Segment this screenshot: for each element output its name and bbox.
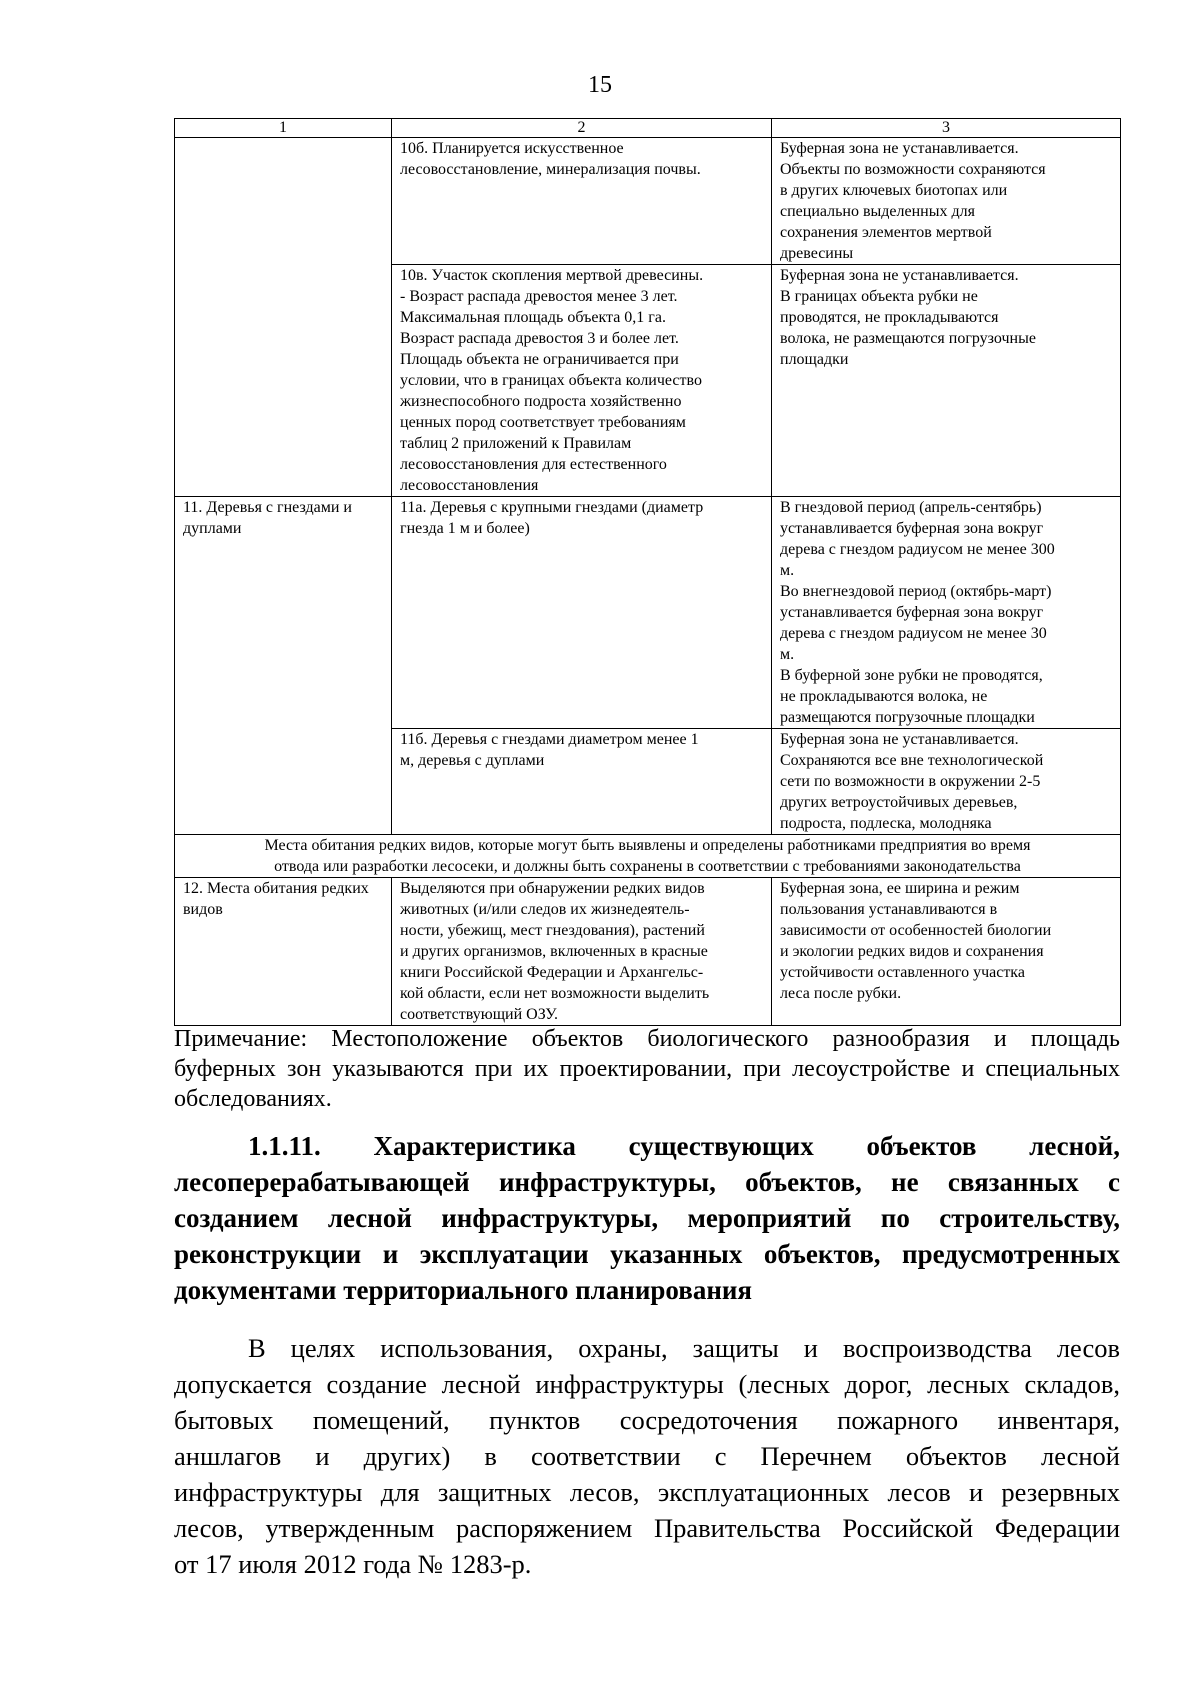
text-line: бытовых помещений, пунктов сосредоточения пожарного инвентаря, — [174, 1405, 1120, 1435]
table-row — [175, 497, 1121, 729]
text-line: устойчивости оставленного участка — [780, 964, 1025, 981]
text-line: устанавливается буферная зона вокруг — [780, 520, 1044, 537]
text-line: В гнездовой период (апрель-сентябрь) — [780, 499, 1042, 516]
text-line: реконструкции и эксплуатации указанных объектов, предусмотренных — [174, 1239, 1120, 1269]
text-line: Примечание: Местоположение объектов биологического разнообразия и площадь — [174, 1026, 1120, 1052]
text-line: В буферной зоне рубки не проводятся, — [780, 667, 1043, 684]
text-line: Буферная зона не устанавливается. — [780, 267, 1019, 284]
text-line: созданием лесной инфраструктуры, мероприятий по строительству, — [174, 1203, 1120, 1233]
text-line: животных (и/или следов их жизнедеятель- — [400, 901, 690, 918]
biotopes-table — [174, 118, 1121, 1026]
text-line: Площадь объекта не ограничивается при — [400, 351, 679, 368]
text-line: лесовосстановления — [400, 477, 539, 494]
text-line: - Возраст распада древостоя менее 3 лет. — [400, 288, 678, 305]
text-line: жизнеспособного подроста хозяйственно — [400, 393, 682, 410]
text-line: 11б. Деревья с гнездами диаметром менее 1 — [400, 731, 699, 748]
text-line: дерева с гнездом радиусом не менее 30 — [780, 625, 1047, 642]
text-line: книги Российской Федерации и Архангельс- — [400, 964, 704, 981]
table-cell — [175, 835, 1121, 878]
text-line: леса после рубки. — [780, 985, 902, 1002]
text-line: сохранения элементов мертвой — [780, 224, 992, 241]
text-line: ценных пород соответствует требованиям — [400, 414, 686, 431]
text-line: ности, убежищ, мест гнездования), растений — [400, 922, 705, 939]
table-cell — [175, 497, 392, 835]
text-line: лесовосстановления для естественного — [400, 456, 667, 473]
text-line: 11а. Деревья с крупными гнездами (диаметр — [400, 499, 704, 516]
text-line: соответствующий ОЗУ. — [400, 1006, 559, 1023]
text-line: специально выделенных для — [780, 203, 975, 220]
text-line: лесоперерабатывающей инфраструктуры, объектов, не связанных с — [174, 1167, 1120, 1197]
text-line: от 17 июля 2012 года № 1283-р. — [174, 1549, 532, 1579]
text-line: Возраст распада древостоя 3 и более лет. — [400, 330, 679, 347]
column-header: 2 — [392, 119, 772, 138]
text-line: 10в. Участок скопления мертвой древесины. — [400, 267, 704, 284]
table-cell — [772, 497, 1121, 729]
text-line: таблиц 2 приложений к Правилам — [400, 435, 632, 452]
text-line: В границах объекта рубки не — [780, 288, 978, 305]
text-line: дуплами — [183, 520, 242, 537]
table-cell — [392, 265, 772, 497]
text-line: м. — [780, 562, 795, 579]
text-line: площадки — [780, 351, 849, 368]
column-header: 3 — [772, 119, 1121, 138]
text-line: допускается создание лесной инфраструктуры (лесных дорог, лесных складов, — [174, 1369, 1120, 1399]
text-line: и экологии редких видов и сохранения — [780, 943, 1044, 960]
text-line: 11. Деревья с гнездами и — [183, 499, 352, 516]
text-line: 10б. Планируется искусственное — [400, 140, 624, 157]
text-line: Буферная зона, ее ширина и режим — [780, 880, 1020, 897]
table-note — [174, 1024, 1120, 1114]
text-line: инфраструктуры для защитных лесов, эксплуатационных лесов и резервных — [174, 1477, 1120, 1507]
table-cell — [772, 729, 1121, 835]
table-cell — [392, 878, 772, 1026]
text-line: 12. Места обитания редких — [183, 880, 369, 897]
page-number: 15 — [588, 72, 612, 98]
table-cell — [175, 878, 392, 1026]
table-cell — [392, 729, 772, 835]
text-line: проводятся, не прокладываются — [780, 309, 999, 326]
table-header-row — [175, 119, 1121, 138]
text-line: обследованиях. — [174, 1086, 332, 1112]
text-line: пользования устанавливаются в — [780, 901, 998, 918]
text-line: условии, что в границах объекта количество — [400, 372, 702, 389]
text-line: кой области, если нет возможности выделить — [400, 985, 710, 1002]
text-line: Выделяются при обнаружении редких видов — [400, 880, 705, 897]
table-cell — [392, 497, 772, 729]
text-line: сети по возможности в окружении 2-5 — [780, 773, 1041, 790]
text-line: гнезда 1 м и более) — [400, 520, 530, 537]
text-line: Буферная зона не устанавливается. — [780, 731, 1019, 748]
text-line: древесины — [780, 245, 854, 262]
table-cell — [772, 878, 1121, 1026]
text-line: дерева с гнездом радиусом не менее 300 — [780, 541, 1055, 558]
column-header: 1 — [175, 119, 392, 138]
text-line: других ветроустойчивых деревьев, — [780, 794, 1018, 811]
text-line: Во внегнездовой период (октябрь-март) — [780, 583, 1052, 600]
text-line: Максимальная площадь объекта 0,1 га. — [400, 309, 666, 326]
text-line: и других организмов, включенных в красные — [400, 943, 708, 960]
text-line: отвода или разработки лесосеки, и должны быть сохранены в соответствии с требованиями законодательства — [274, 858, 1021, 875]
table-cell — [392, 138, 772, 265]
text-line: лесовосстановление, минерализация почвы. — [400, 161, 701, 178]
text-line: Буферная зона не устанавливается. — [780, 140, 1019, 157]
text-line: аншлагов и других) в соответствии с Перечнем объектов лесной — [174, 1441, 1120, 1471]
table-row — [175, 138, 1121, 265]
table-span-row — [175, 835, 1121, 878]
text-line: устанавливается буферная зона вокруг — [780, 604, 1044, 621]
text-line: Места обитания редких видов, которые могут быть выявлены и определены работниками предприятия во время — [264, 837, 1031, 854]
text-line: лесов, утвержденным распоряжением Правительства Российской Федерации — [174, 1513, 1120, 1543]
text-line: м. — [780, 646, 795, 663]
table-cell — [175, 138, 392, 497]
table-cell — [772, 265, 1121, 497]
text-line: м, деревья с дуплами — [400, 752, 545, 769]
text-line: буферных зон указываются при их проектировании, при лесоустройстве и специальных — [174, 1056, 1120, 1082]
text-line: Объекты по возможности сохраняются — [780, 161, 1046, 178]
body-paragraph — [174, 1330, 1120, 1582]
text-line: не прокладываются волока, не — [780, 688, 988, 705]
text-line: в других ключевых биотопах или — [780, 182, 1008, 199]
section-heading — [174, 1128, 1120, 1308]
text-line: зависимости от особенностей биологии — [780, 922, 1052, 939]
text-line: документами территориального планирования — [174, 1275, 753, 1305]
text-line: размещаются погрузочные площадки — [780, 709, 1035, 726]
table-cell — [772, 138, 1121, 265]
text-line: Сохраняются все вне технологической — [780, 752, 1044, 769]
text-line: видов — [183, 901, 223, 918]
table-row — [175, 878, 1121, 1026]
text-line: 1.1.11. Характеристика существующих объектов лесной, — [248, 1131, 1120, 1161]
text-line: волока, не размещаются погрузочные — [780, 330, 1036, 347]
text-line: подроста, подлеска, молодняка — [780, 815, 992, 832]
text-line: В целях использования, охраны, защиты и воспроизводства лесов — [248, 1333, 1120, 1363]
